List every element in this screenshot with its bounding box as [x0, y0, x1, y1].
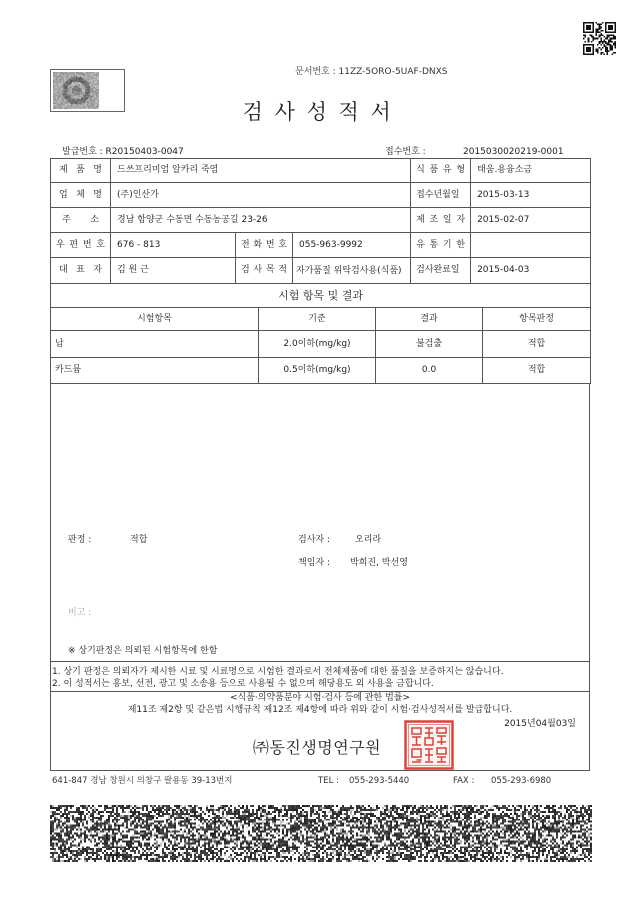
- law-title: <식품·의약품분야 시험·검사 등에 관한 법률>: [229, 693, 411, 703]
- document-number: [295, 66, 515, 78]
- company-seal: [404, 720, 454, 770]
- document-number-value: 11ZZ-5ORO-5UAF-DNXS: [338, 67, 448, 77]
- header-standard: 기준: [259, 308, 376, 331]
- results-section-row: [51, 284, 591, 308]
- address-row: [51, 208, 591, 233]
- manager-label: 책임자 :: [298, 558, 330, 568]
- receipt-date-value: 2015-03-13: [471, 183, 591, 208]
- table-row: [51, 358, 591, 384]
- issue-number-label: 발급번호 :: [62, 147, 103, 157]
- results-header-row: [51, 308, 591, 331]
- tel-label: TEL :: [318, 776, 339, 786]
- fax-label: FAX :: [453, 776, 475, 786]
- issuer-name: ㈜동진생명연구원: [252, 738, 382, 757]
- inspector-value: 오리라: [355, 535, 382, 545]
- food-type-label: 식 품 유 형: [411, 159, 471, 183]
- purpose-value: 자가품질 위탁검사용(식품): [293, 258, 411, 284]
- verdict-label: 판정 :: [68, 535, 92, 545]
- table-row: [51, 331, 591, 358]
- representative-label: 대 표 자: [51, 258, 111, 284]
- phone-value: 055-963-9992: [293, 233, 411, 258]
- test-judgement: 적합: [483, 358, 591, 384]
- manager-value: 박희진, 박선영: [350, 558, 408, 568]
- contact-row: [51, 233, 591, 258]
- report-table: [50, 158, 591, 384]
- product-name-value: 드쓰프리미엄 알카리 죽염: [111, 159, 411, 183]
- address-label: 주 소: [51, 208, 111, 233]
- note-item: 1. 상기 판정은 의뢰자가 제시한 시료 및 시료명으로 시험한 결과로서 전체제품에 대한 품질을 보증하지는 않습니다.: [52, 667, 504, 677]
- phone-label: 전 화 번 호: [236, 233, 293, 258]
- fax-value: 055-293-6980: [491, 776, 552, 786]
- note-item: 2. 이 성적서는 홍보, 선전, 광고 및 소송용 등으로 사용될 수 없으며 해당용도 외 사용을 금합니다.: [52, 679, 434, 689]
- purpose-label: 검 사 목 적: [236, 258, 293, 284]
- representative-value: 김 원 근: [111, 258, 236, 284]
- product-name-label: 제 품 명: [51, 159, 111, 183]
- issue-date: 2015년04월03일: [504, 719, 576, 729]
- manufacture-date-value: 2015-02-07: [471, 208, 591, 233]
- test-result: 0.0: [376, 358, 483, 384]
- header-judgement: 항목판정: [483, 308, 591, 331]
- company-value: (주)인산가: [111, 183, 411, 208]
- footer-address: 641-847 경남 창원시 의창구 팔용동 39-13번지: [52, 776, 233, 786]
- company-label: 업 체 명: [51, 183, 111, 208]
- issue-number: [62, 146, 282, 158]
- issue-number-value: R20150403-0047: [105, 147, 184, 157]
- tel-value: 055-293-5440: [349, 776, 410, 786]
- header-test-item: 시험항목: [51, 308, 259, 331]
- test-item: 납: [51, 331, 259, 358]
- receipt-date-label: 접수년월일: [411, 183, 471, 208]
- remarks-label: 비고 :: [68, 608, 92, 618]
- test-item: 카드뮴: [51, 358, 259, 384]
- document-number-label: 문서번호 :: [295, 67, 336, 77]
- address-value: 경남 함양군 수동면 수동농공길 23-26: [111, 208, 411, 233]
- divider: [50, 661, 590, 662]
- product-row: [51, 159, 591, 183]
- document-barcode: [50, 805, 592, 862]
- law-text: 제11조 제2항 및 같은법 시행규칙 제12조 제4항에 따라 위와 같이 시험·검사성적서를 발급합니다.: [127, 705, 513, 715]
- completion-date-value: 2015-04-03: [471, 258, 591, 284]
- qr-code: [583, 22, 616, 55]
- expiry-value: [471, 233, 591, 258]
- representative-row: [51, 258, 591, 284]
- food-type-value: 태움.용융소금: [471, 159, 591, 183]
- postal-code-value: 676 - 813: [111, 233, 236, 258]
- test-standard: 2.0이하(mg/kg): [259, 331, 376, 358]
- expiry-label: 유 통 기 한: [411, 233, 471, 258]
- completion-date-label: 검사완료일: [411, 258, 471, 284]
- verdict-value: 적합: [130, 535, 148, 545]
- test-result: 불검출: [376, 331, 483, 358]
- header-result: 결과: [376, 308, 483, 331]
- test-standard: 0.5이하(mg/kg): [259, 358, 376, 384]
- results-section-title: 시험 항목 및 결과: [51, 284, 591, 308]
- inspector-label: 검사자 :: [298, 535, 330, 545]
- postal-code-label: 우 편 번 호: [51, 233, 111, 258]
- scope-note: ※ 상기판정은 의뢰된 시험항목에 한함: [68, 646, 218, 656]
- page-title: 검 사 성 적 서: [242, 100, 394, 124]
- test-judgement: 적합: [483, 331, 591, 358]
- company-row: [51, 183, 591, 208]
- receipt-number-label: 접수번호 :: [385, 147, 426, 157]
- manufacture-date-label: 제 조 일 자: [411, 208, 471, 233]
- receipt-number-value: 2015030020219-0001: [463, 147, 564, 157]
